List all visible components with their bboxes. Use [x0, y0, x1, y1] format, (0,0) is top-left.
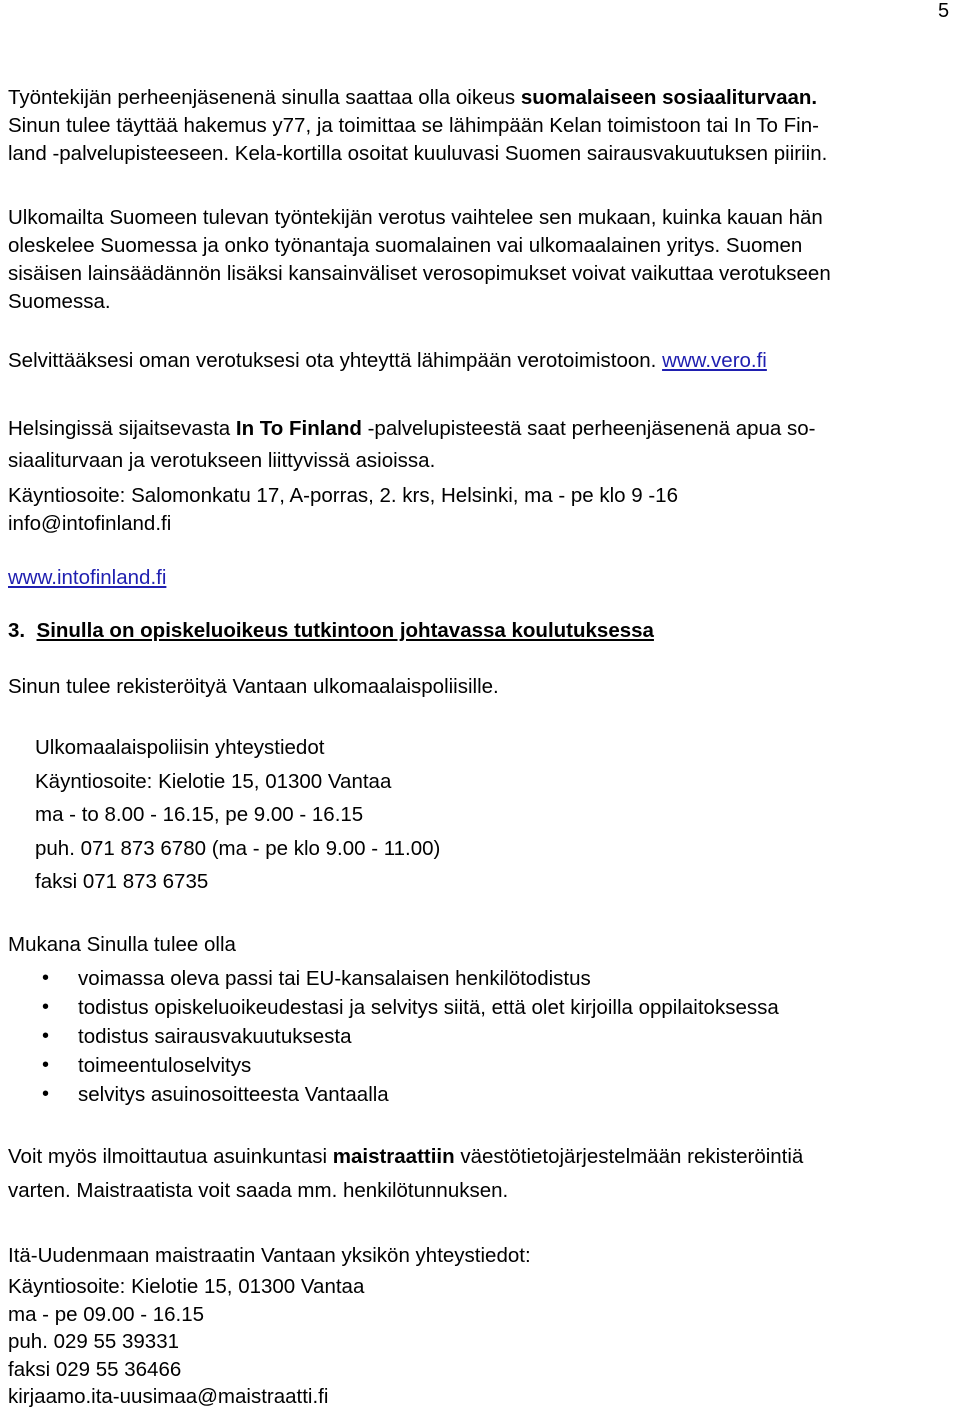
- maistraatti-line-2: varten. Maistraatista voit saada mm. henkilötunnuksen.: [8, 1179, 509, 1202]
- maistraatti-line-1: Voit myös ilmoittautua asuinkuntasi maistraattiin väestötietojärjestelmään rekisteröintiä: [8, 1145, 804, 1168]
- intro-line-3: land -palvelupisteeseen. Kela-kortilla osoitat kuuluvasi Suomen sairausvakuutuksen piiriin.: [8, 142, 828, 165]
- maistraatti-contact-title: Itä-Uudenmaan maistraatin Vantaan yksikön yhteystiedot:: [8, 1244, 531, 1267]
- vero-link[interactable]: www.vero.fi: [662, 349, 767, 372]
- police-title: Ulkomaalaispoliisin yhteystiedot: [35, 736, 325, 759]
- list-item: • toimeentuloselvitys: [8, 1051, 938, 1080]
- maistraatti-email: kirjaamo.ita-uusimaa@maistraatti.fi: [8, 1385, 329, 1408]
- taxation-line-2: oleskelee Suomessa ja onko työnantaja suomalainen vai ulkomaalainen yritys. Suomen: [8, 234, 803, 257]
- section-number: 3.: [8, 619, 26, 642]
- infinland-line-1: Helsingissä sijaitsevasta In To Finland -palvelupisteestä saat perheenjäsenenä apua so-: [8, 417, 816, 440]
- infinland-link[interactable]: www.intofinland.fi: [8, 566, 167, 589]
- maistraatti-hours: ma - pe 09.00 - 16.15: [8, 1302, 205, 1326]
- maistraatti-fax: faksi 029 55 36466: [8, 1357, 182, 1381]
- bring-intro: Mukana Sinulla tulee olla: [8, 933, 236, 956]
- police-phone: puh. 071 873 6780 (ma - pe klo 9.00 - 11.00): [35, 836, 441, 860]
- infinland-link-row: [8, 564, 948, 592]
- maistraatti-address: Käyntiosoite: Kielotie 15, 01300 Vantaa: [8, 1275, 365, 1298]
- social-security-emphasis: suomalaiseen sosiaaliturvaan.: [520, 86, 818, 109]
- register-paragraph: Sinun tulee rekisteröityä Vantaan ulkomaalaispoliisille.: [8, 675, 499, 698]
- infinland-address: Käyntiosoite: Salomonkatu 17, A-porras, 2. krs, Helsinki, ma - pe klo 9 -16: [8, 484, 678, 507]
- intro-line-1: Työntekijän perheenjäsenenä sinulla saattaa olla oikeus suomalaiseen sosiaaliturvaan.: [8, 86, 818, 109]
- bring-list: [8, 964, 938, 1109]
- tax-office-text: Selvittääksesi oman verotuksesi ota yhteyttä lähimpään verotoimistoon.: [8, 349, 663, 372]
- list-item: • voimassa oleva passi tai EU-kansalaisen henkilötodistus: [8, 964, 938, 993]
- section-title: Sinulla on opiskeluoikeus tutkintoon johtavassa koulutuksessa: [36, 619, 654, 642]
- taxation-paragraph: [8, 204, 948, 316]
- tax-office-paragraph: [8, 347, 948, 375]
- page-number: 5: [938, 0, 950, 22]
- list-item: • todistus sairausvakuutuksesta: [8, 1022, 938, 1051]
- infinland-paragraph: [8, 413, 948, 477]
- police-hours: ma - to 8.00 - 16.15, pe 9.00 - 16.15: [35, 803, 364, 826]
- infinland-line-2: siaaliturvaan ja verotukseen liittyvissä asioissa.: [8, 449, 436, 472]
- maistraatti-contact: [8, 1273, 948, 1411]
- maistraatti-emphasis: maistraattiin: [332, 1145, 455, 1168]
- taxation-line-4: Suomessa.: [8, 290, 111, 313]
- police-contact: [35, 731, 960, 899]
- maistraatti-paragraph: [8, 1140, 948, 1208]
- list-item: • selvitys asuinosoitteesta Vantaalla: [8, 1080, 938, 1109]
- police-address: Käyntiosoite: Kielotie 15, 01300 Vantaa: [35, 769, 392, 793]
- list-item: • todistus opiskeluoikeudestasi ja selvitys siitä, että olet kirjoilla oppilaitoksessa: [8, 993, 938, 1022]
- maistraatti-phone: puh. 029 55 39331: [8, 1330, 179, 1353]
- police-fax: faksi 071 873 6735: [35, 870, 209, 893]
- infinland-contact: [8, 482, 948, 538]
- section-3-heading: [8, 617, 948, 645]
- intro-line-2: Sinun tulee täyttää hakemus y77, ja toimittaa se lähimpään Kelan toimistoon tai In To Fin-: [8, 114, 819, 137]
- taxation-line-1: Ulkomailta Suomeen tulevan työntekijän verotus vaihtelee sen mukaan, kuinka kauan hän: [8, 206, 823, 229]
- infinland-email: info@intofinland.fi: [8, 512, 172, 535]
- infinland-name: In To Finland: [235, 417, 362, 440]
- taxation-line-3: sisäisen lainsäädännön lisäksi kansainväliset verosopimukset voivat vaikuttaa verotukseen: [8, 262, 831, 285]
- intro-paragraph: [8, 84, 948, 168]
